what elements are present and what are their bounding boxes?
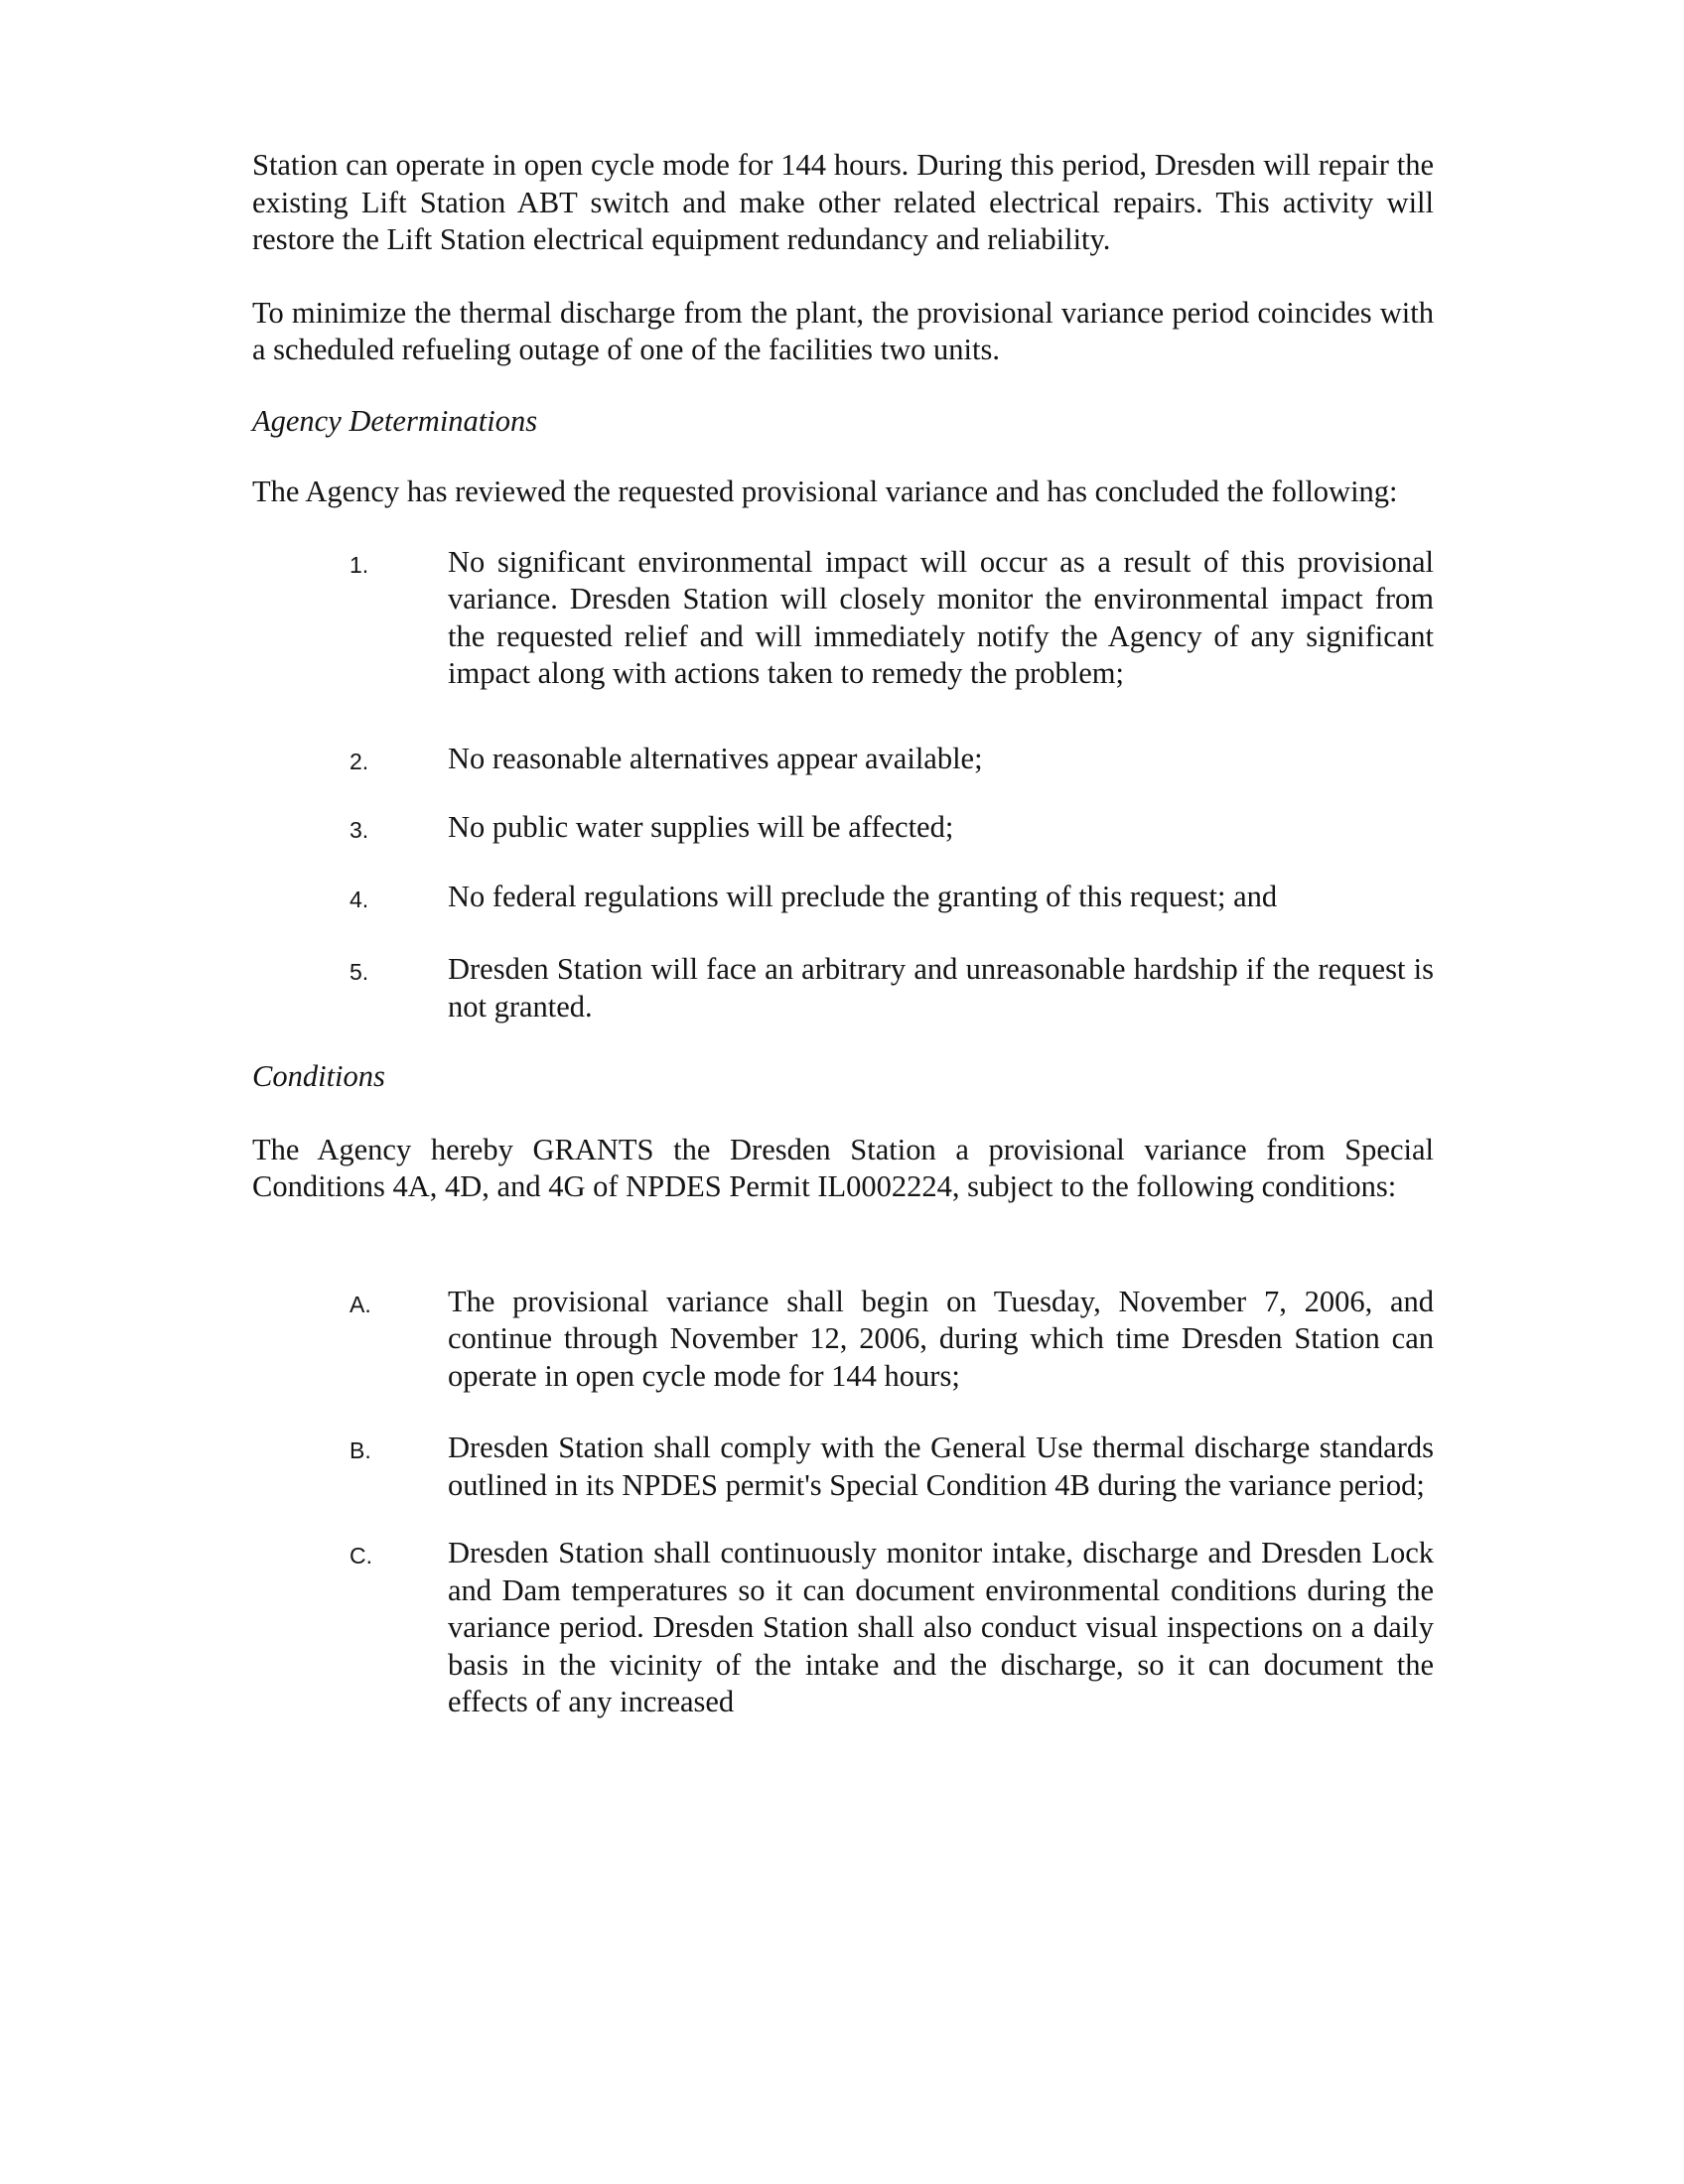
list-item (252, 951, 1434, 1025)
list-item (252, 879, 1434, 916)
list-marker: 5. (350, 959, 369, 985)
section-intro: The Agency hereby GRANTS the Dresden Station a provisional variance from Special Conditions 4A, 4D, and 4G of NPDES Permit IL0002224, subject to the following conditions: (252, 1132, 1434, 1203)
list-item (252, 1430, 1434, 1504)
list-item-text: Dresden Station shall continuously monitor intake, discharge and Dresden Lock and Dam temperatures so it can document environmental conditions during the variance period. Dresden Station shall also conduct visual inspections on a daily basis in the vicinity of the intake and the discharge, so it can document the effects of any increased (448, 1536, 1434, 1718)
list-marker: A. (350, 1291, 371, 1317)
list-item-text: No significant environmental impact will occur as a result of this provisional variance. Dresden Station will closely monitor the environmental impact from the requested relief and will immediately notify the Agency of any significant impact along with actions taken to remedy the problem; (448, 544, 1434, 690)
list-item (252, 544, 1434, 693)
list-item-text: Dresden Station shall comply with the General Use thermal discharge standards outlined in its NPDES permit's Special Condition 4B during the variance period; (448, 1431, 1434, 1502)
list-item (252, 809, 1434, 847)
intro-paragraph: Station can operate in open cycle mode for 144 hours. During this period, Dresden will repair the existing Lift Station ABT switch and make other related electrical repairs. This activity will restore the Lift Station electrical equipment redundancy and reliability. (252, 148, 1434, 256)
determinations-list (252, 544, 1434, 1026)
list-item-text: No federal regulations will preclude the granting of this request; and (448, 879, 1278, 913)
list-marker: 4. (350, 886, 369, 912)
list-item (252, 1535, 1434, 1721)
section-heading-conditions: Conditions (252, 1059, 385, 1093)
list-item-text: Dresden Station will face an arbitrary and unreasonable hardship if the request is not granted. (448, 952, 1434, 1024)
list-item (252, 1284, 1434, 1396)
list-marker: B. (350, 1437, 371, 1463)
list-item-text: The provisional variance shall begin on Tuesday, November 7, 2006, and continue through November 12, 2006, during which time Dresden Station can operate in open cycle mode for 144 hours; (448, 1284, 1434, 1393)
list-marker: C. (350, 1543, 372, 1569)
section-intro: The Agency has reviewed the requested provisional variance and has concluded the following: (252, 475, 1398, 508)
conditions-list (252, 1284, 1434, 1721)
list-item (252, 741, 1434, 778)
list-marker: 3. (350, 817, 369, 843)
section-heading-agency-determinations: Agency Determinations (252, 403, 538, 438)
list-marker: 1. (350, 551, 369, 578)
intro-paragraph: To minimize the thermal discharge from the plant, the provisional variance period coincides with a scheduled refueling outage of one of the facilities two units. (252, 295, 1434, 366)
list-item-text: No public water supplies will be affected; (448, 810, 954, 844)
list-marker: 2. (350, 748, 369, 774)
document-page (252, 147, 1434, 1721)
list-item-text: No reasonable alternatives appear available; (448, 741, 983, 775)
